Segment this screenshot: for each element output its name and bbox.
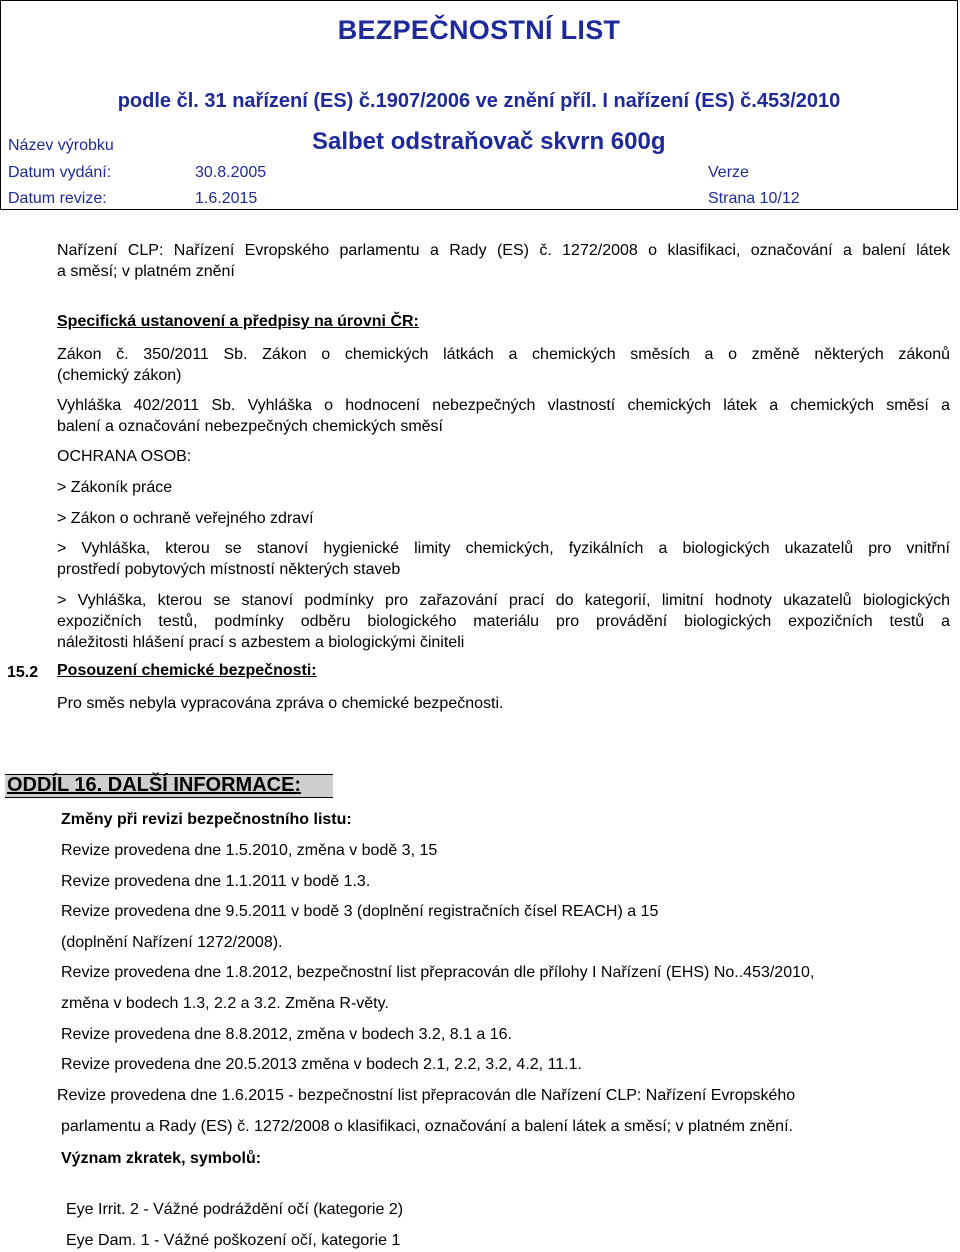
revision-line: Revize provedena dne 1.1.2011 v bodě 1.3. bbox=[61, 873, 371, 890]
revision-line: Revize provedena dne 20.5.2013 změna v bodech 2.1, 2.2, 3.2, 4.2, 11.1. bbox=[61, 1056, 582, 1073]
abbreviations-heading: Význam zkratek, symbolů: bbox=[61, 1150, 262, 1167]
decree-line2: balení a označování nebezpečných chemických směsí bbox=[57, 418, 443, 435]
chemical-safety-assessment-heading: Posouzení chemické bezpečnosti: bbox=[57, 662, 317, 679]
work-category-decree-line1: > Vyhláška, kterou se stanoví podmínky pro zařazování prací do kategorií, limitní hodnoty ukazatelů biologických bbox=[57, 592, 950, 609]
revision-line: parlamentu a Rady (ES) č. 1272/2008 o klasifikaci, označování a balení látek a směsí; v platném znění. bbox=[61, 1118, 793, 1135]
issue-date-label: Datum vydání: bbox=[8, 164, 112, 181]
labour-code-item: > Zákoník práce bbox=[57, 479, 173, 496]
product-name: Salbet odstraňovač skvrn 600g bbox=[312, 128, 666, 155]
revision-line: změna v bodech 1.3, 2.2 a 3.2. Změna R-věty. bbox=[61, 995, 389, 1012]
abbreviation-item: Eye Irrit. 2 - Vážné podráždění očí (kategorie 2) bbox=[66, 1201, 404, 1218]
public-health-act-item: > Zákon o ochraně veřejného zdraví bbox=[57, 510, 314, 527]
revision-line: Revize provedena dne 9.5.2011 v bodě 3 (doplnění registračních čísel REACH) a 15 bbox=[61, 903, 659, 920]
chemical-act-line1: Zákon č. 350/2011 Sb. Zákon o chemických látkách a chemických směsích a o změně některých zákonů bbox=[57, 346, 950, 363]
revision-line: Revize provedena dne 8.8.2012, změna v bodech 3.2, 8.1 a 16. bbox=[61, 1026, 512, 1043]
clp-regulation-line1: Nařízení CLP: Nařízení Evropského parlamentu a Rady (ES) č. 1272/2008 o klasifikaci, označování a balení látek bbox=[57, 242, 950, 259]
hygiene-decree-line1: > Vyhláška, kterou se stanoví hygienické limity chemických, fyzikálních a biologických ukazatelů pro vnitřní bbox=[57, 540, 950, 557]
revision-date-label: Datum revize: bbox=[8, 190, 107, 207]
section-16-heading: ODDÍL 16. DALŠÍ INFORMACE: bbox=[7, 774, 302, 796]
revision-line: Revize provedena dne 1.8.2012, bezpečnostní list přepracován dle přílohy I Nařízení (EHS) No..453/2010, bbox=[61, 964, 815, 981]
revision-date-value: 1.6.2015 bbox=[195, 190, 258, 207]
version-label: Verze bbox=[708, 164, 749, 181]
revision-line: (doplnění Nařízení 1272/2008). bbox=[61, 934, 283, 951]
revision-line: Revize provedena dne 1.5.2010, změna v bodě 3, 15 bbox=[61, 842, 438, 859]
revision-line: Revize provedena dne 1.6.2015 - bezpečnostní list přepracován dle Nařízení CLP: Nařízení Evropského bbox=[57, 1087, 796, 1104]
chemical-act-line2: (chemický zákon) bbox=[57, 367, 182, 384]
specific-provisions-heading: Specifická ustanovení a předpisy na úrovni ČR: bbox=[57, 313, 419, 330]
subsection-number: 15.2 bbox=[7, 664, 39, 681]
clp-regulation-line2: a směsí; v platném znění bbox=[57, 263, 235, 280]
page-number: Strana 10/12 bbox=[708, 190, 800, 207]
abbreviation-item: Eye Dam. 1 - Vážné poškození očí, kategorie 1 bbox=[66, 1232, 401, 1249]
work-category-decree-line3: náležitosti hlášení prací s azbestem a biologickými činiteli bbox=[57, 634, 465, 651]
personal-protection-label: OCHRANA OSOB: bbox=[57, 448, 192, 465]
chemical-safety-assessment-text: Pro směs nebyla vypracována zpráva o chemické bezpečnosti. bbox=[57, 695, 504, 712]
issue-date-value: 30.8.2005 bbox=[195, 164, 267, 181]
revision-changes-heading: Změny při revizi bezpečnostního listu: bbox=[61, 811, 352, 828]
document-subtitle: podle čl. 31 nařízení (ES) č.1907/2006 ve znění příl. I nařízení (ES) č.453/2010 bbox=[117, 90, 841, 112]
hygiene-decree-line2: prostředí pobytových místností některých staveb bbox=[57, 561, 401, 578]
product-label: Název výrobku bbox=[8, 137, 114, 154]
document-title: BEZPEČNOSTNÍ LIST bbox=[337, 15, 621, 45]
decree-line1: Vyhláška 402/2011 Sb. Vyhláška o hodnocení nebezpečných vlastností chemických látek a chemických směsí a bbox=[57, 397, 950, 414]
work-category-decree-line2: expozičních testů, podmínky odběru biologického materiálu pro provádění biologických expozičních testů a bbox=[57, 613, 950, 630]
